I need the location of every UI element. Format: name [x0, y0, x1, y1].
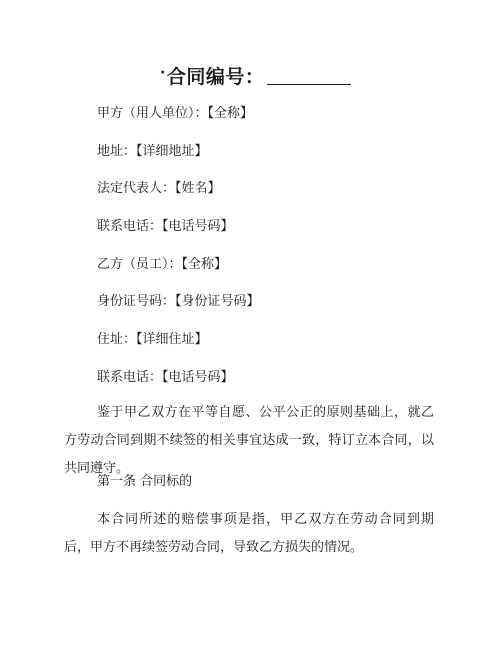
legal-rep-line: 法定代表人：【姓名】 — [97, 181, 221, 196]
party-b-line: 乙方（员工）：【全称】 — [97, 257, 228, 272]
title-label: 合同编号： — [166, 66, 265, 88]
article1-title: 第一条 合同标的 — [97, 474, 193, 489]
id-number-line: 身份证号码：【身份证号码】 — [97, 294, 260, 309]
party-a-line: 甲方（用人单位）：【全称】 — [97, 106, 254, 121]
intro-paragraph: 鉴于甲乙双方在平等自愿、公平公正的原则基础上，就乙方劳动合同到期不续签的相关事宜达成一致，特订立本合同，以共同遵守。 — [64, 405, 434, 476]
phone-b-line: 联系电话：【电话号码】 — [97, 370, 234, 385]
article1-body: 本合同所述的赔偿事项是指，甲乙双方在劳动合同到期后，甲方不再续签劳动合同，导致乙方损失的情况。 — [64, 512, 434, 555]
contract-number-blank — [267, 70, 351, 85]
address-a-line: 地址：【详细地址】 — [97, 144, 208, 159]
address-b-line: 住址：【详细住址】 — [97, 332, 208, 347]
phone-a-line: 联系电话：【电话号码】 — [97, 219, 234, 234]
title-dot: · — [160, 65, 166, 81]
contract-number-title — [160, 62, 351, 89]
